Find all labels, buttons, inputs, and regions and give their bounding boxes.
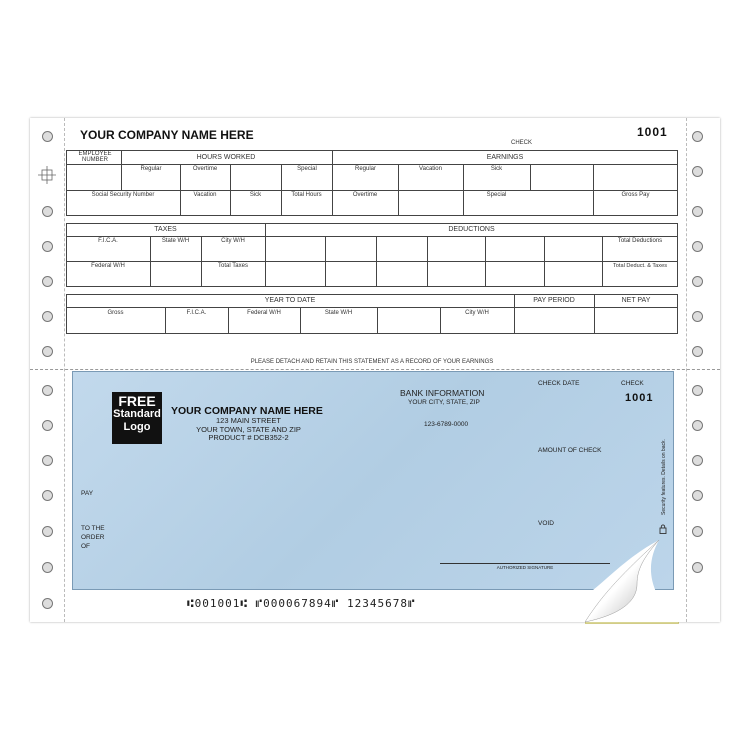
routing-fraction: 123-6789-0000 [424,421,469,428]
stub-company-name: YOUR COMPANY NAME HERE [80,128,254,142]
tractor-hole [42,276,53,287]
tractor-hole [692,276,703,287]
tractor-hole [692,526,703,537]
check-address-1: 123 MAIN STREET [215,416,282,425]
tractor-hole [692,385,703,396]
check-body [72,371,674,590]
tractor-hole [42,455,53,466]
bank-city: YOUR CITY, STATE, ZIP [408,399,480,406]
tractor-hole [692,490,703,501]
earnings-vacation-label: Vacation [419,166,442,172]
hours-overtime-label: Overtime [192,166,218,172]
earnings-overtime-label: Overtime [352,192,378,198]
tractor-hole [692,346,703,357]
ytd-fica-label: F.I.C.A. [186,310,207,316]
authorized-signature-label: AUTHORIZED SIGNATURE [496,565,554,570]
tax-state-wh-label: State W/H [161,238,190,244]
tractor-hole [692,241,703,252]
tractor-hole [42,311,53,322]
earnings-special-label: Special [486,192,507,198]
deductions-header: DEDUCTIONS [448,226,495,233]
check-company-name: YOUR COMPANY NAME HERE [171,405,323,417]
pay-label: PAY [81,490,94,497]
void-label: VOID [538,520,554,527]
tractor-hole [42,346,53,357]
tractor-hole [692,131,703,142]
ytd-gross-label: Gross [107,310,124,316]
tractor-hole [42,241,53,252]
earnings-header: EARNINGS [486,154,524,161]
hours-regular-label: Regular [140,166,162,172]
check-address-2: YOUR TOWN, STATE AND ZIP [196,425,301,434]
gross-pay-label: Gross Pay [621,192,650,198]
detach-notice: PLEASE DETACH AND RETAIN THIS STATEMENT AS A RECORD OF YOUR EARNINGS [250,359,494,365]
total-hours-label: Total Hours [291,192,322,198]
total-deductions-label: Total Deductions [617,238,663,244]
tractor-hole [42,206,53,217]
pay-period-header: PAY PERIOD [533,297,575,304]
tax-federal-wh-label: Federal W/H [91,263,125,269]
hours-sick-label: Sick [249,192,262,198]
check-product-number: PRODUCT # DCB352-2 [208,433,289,442]
padlock-icon [659,521,667,531]
year-to-date-header: YEAR TO DATE [264,297,316,304]
tractor-hole [42,598,53,609]
employee-number-label: EMPLOYEE NUMBER [78,151,112,163]
tractor-hole [692,455,703,466]
security-features-note: Security features. Details on back. [661,439,667,515]
ytd-federal-wh-label: Federal W/H [247,310,281,316]
check-number: 1001 [625,392,654,404]
tractor-hole [42,526,53,537]
tractor-hole [692,562,703,573]
hours-worked-header: HOURS WORKED [196,154,256,161]
tractor-hole [42,490,53,501]
tractor-strip-left [30,118,65,622]
tractor-hole [42,131,53,142]
check-label: CHECK [621,380,644,387]
to-the-label: TO THE [81,525,105,532]
tractor-hole [42,562,53,573]
order-label: ORDER [81,534,105,541]
ssn-label: Social Security Number [91,192,155,198]
tractor-strip-right [686,118,721,622]
company-logo: FREE Standard Logo [112,392,162,444]
stub-check-label: CHECK [511,140,533,146]
bank-information: BANK INFORMATION [400,388,485,398]
total-deduct-taxes-label: Total Deduct. & Taxes [613,263,667,269]
amount-of-check-label: AMOUNT OF CHECK [538,447,602,454]
ytd-city-wh-label: City W/H [465,310,489,316]
stub-check-number: 1001 [637,125,668,139]
tractor-hole [692,206,703,217]
tax-fica-label: F.I.C.A. [98,238,118,244]
registration-mark [38,166,56,184]
earnings-regular-label: Regular [354,166,376,172]
perforation-line [30,369,720,370]
total-taxes-label: Total Taxes [218,263,248,269]
taxes-header: TAXES [154,226,177,233]
tax-city-wh-label: City W/H [221,238,245,244]
of-label: OF [81,543,91,550]
hours-vacation-label: Vacation [193,192,217,198]
tractor-hole [42,420,53,431]
micr-line: ⑆001001⑆ ⑈000067894⑈ 12345678⑈ [187,597,416,610]
tractor-hole [692,420,703,431]
earnings-sick-label: Sick [490,166,503,172]
tractor-hole [692,166,703,177]
tractor-hole [42,385,53,396]
hours-special-label: Special [297,166,317,172]
net-pay-header: NET PAY [621,297,651,304]
ytd-state-wh-label: State W/H [324,310,353,316]
page-curl [585,540,677,622]
tractor-hole [692,311,703,322]
check-date-label: CHECK DATE [538,380,580,387]
